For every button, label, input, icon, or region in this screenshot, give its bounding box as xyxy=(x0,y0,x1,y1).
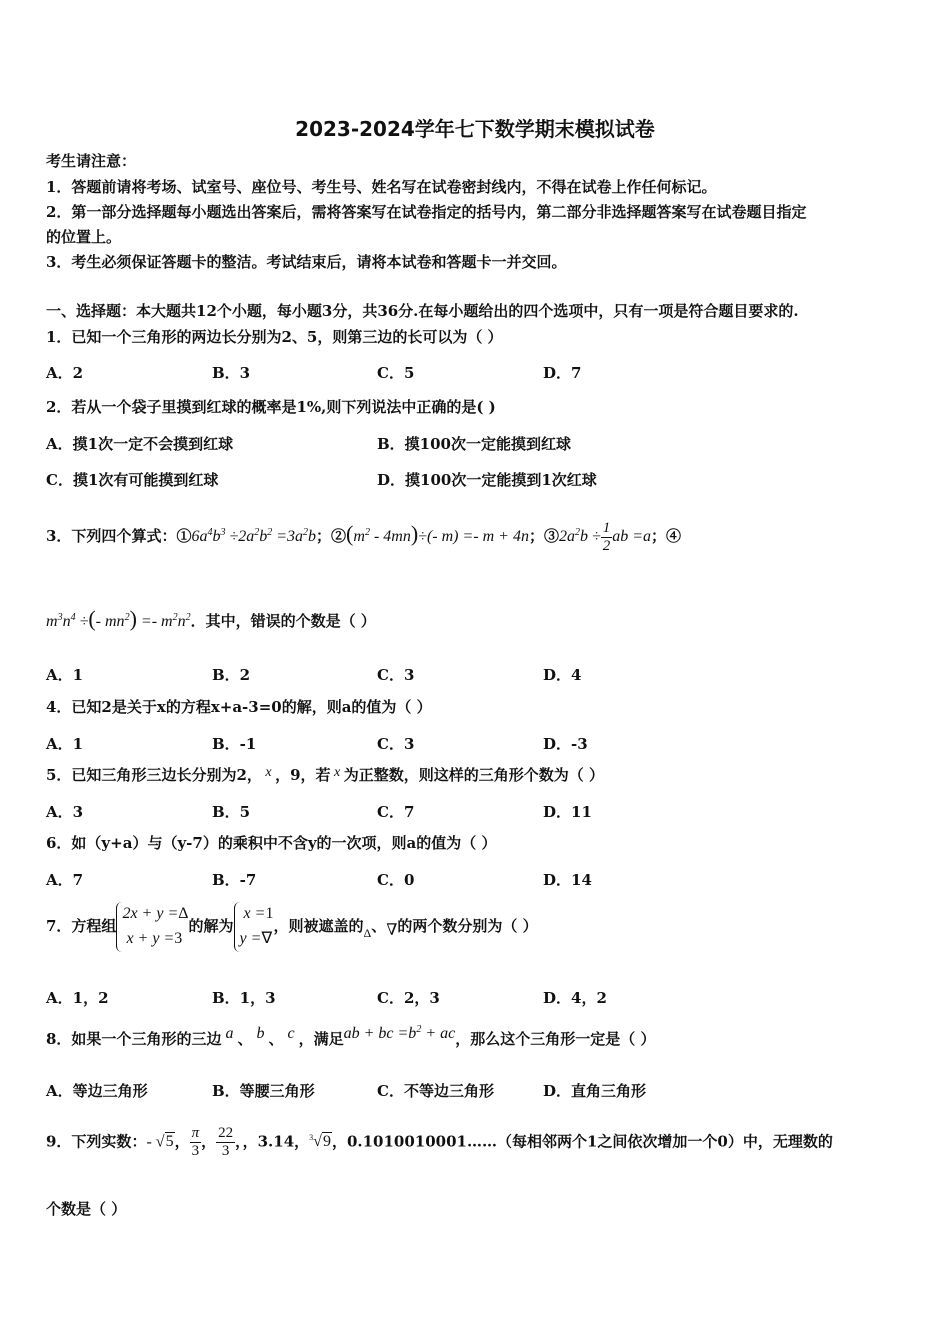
q9-text: ，0.1010010001……（每相邻两个1之间依次增加一个0）中，无理数的 xyxy=(331,1132,833,1151)
notice-item: 2．第一部分选择题每小题选出答案后，需将答案写在试卷指定的括号内，第二部分非选择题答案写在试卷题目指定 xyxy=(46,203,807,221)
q8-text: 8．如果一个三角形的三边 xyxy=(46,1030,222,1048)
q3-formula-3: $2a^2b$ ÷ $\frac{1}{2}$ ab =a xyxy=(558,520,652,554)
q3-tail: ．其中，错误的个数是（ ） xyxy=(190,612,376,630)
q4-option-c[interactable]: C．3 xyxy=(377,735,415,753)
q5-option-d[interactable]: D．11 xyxy=(543,803,592,821)
question-5-stem xyxy=(46,765,604,784)
q3-separator: ；② xyxy=(316,527,347,546)
q5-var-x: x xyxy=(330,765,344,780)
q7-text: 、 xyxy=(371,916,387,935)
q2-option-a[interactable]: A．摸1次一定不会摸到红球 xyxy=(46,435,234,453)
q7-option-a[interactable]: A．1，2 xyxy=(46,989,109,1007)
q5-text: 为正整数，则这样的三角形个数为（ ） xyxy=(343,766,604,784)
q4-option-b[interactable]: B．-1 xyxy=(212,735,257,753)
q3-formula-2: $(m^2 - 4mn)\div(-$ m) =- m + 4n xyxy=(346,521,529,547)
question-2-stem: 2．若从一个袋子里摸到红球的概率是1%,则下列说法中正确的是( ) xyxy=(46,398,496,416)
q8-text: ，那么这个三角形一定是（ ） xyxy=(455,1030,656,1048)
question-1-stem: 1．已知一个三角形的两边长分别为2、5，则第三边的长可以为（ ） xyxy=(46,328,503,346)
q9-text: 9．下列实数： xyxy=(46,1132,147,1151)
section-heading: 一、选择题：本大题共12个小题，每小题3分，共36分.在每小题给出的四个选项中，只有一项是符合题目要求的. xyxy=(46,302,799,320)
question-4-stem: 4．已知2是关于x的方程x+a-3=0的解，则a的值为（ ） xyxy=(46,698,432,716)
q7-text: 的解为 xyxy=(188,916,234,935)
q1-option-a[interactable]: A．2 xyxy=(46,364,84,382)
q3-option-c[interactable]: C．3 xyxy=(377,666,415,684)
question-6-stem: 6．如（y+a）与（y-7）的乘积中不含y的一次项，则a的值为（ ） xyxy=(46,834,497,852)
q3-formula-1: $6a^4b^3 \div 2a^2b^2 =3a^2b$ xyxy=(191,527,317,546)
question-9-stem: 9．下列实数：- √5， $\frac{\pi}{3}$ ， $\frac{22}{3}$ ，，3.14，$^3$√9，0.1010010001……（每相邻两个1之间依次增加一个0）中，无理数的 xyxy=(46,1125,833,1159)
q7-text: 的两个数分别为（ ） xyxy=(397,916,538,935)
q8-var-c: c xyxy=(283,1025,299,1042)
q3-option-d[interactable]: D．4 xyxy=(543,666,582,684)
q9-text: ，3.14， xyxy=(242,1132,310,1151)
nabla-symbol: ∇ xyxy=(386,921,398,939)
q6-option-c[interactable]: C．0 xyxy=(377,871,415,889)
q8-option-d[interactable]: D．直角三角形 xyxy=(543,1082,647,1100)
q3-formula-4: $m^3n^4$ ÷(- $mn^2) =- m^2n^2$ xyxy=(46,606,191,631)
question-7-stem xyxy=(46,902,538,952)
q1-option-b[interactable]: B．3 xyxy=(212,364,251,382)
q8-text: 、 xyxy=(268,1030,284,1048)
q3-lead: 3．下列四个算式：① xyxy=(46,527,192,546)
q9-neg-sqrt5: - √5 xyxy=(146,1133,174,1151)
q8-text: ，满足 xyxy=(298,1030,344,1048)
q4-option-a[interactable]: A．1 xyxy=(46,735,84,753)
triangle-symbol: Δ xyxy=(363,925,372,940)
q7-option-b[interactable]: B．1，3 xyxy=(212,989,276,1007)
q6-option-d[interactable]: D．14 xyxy=(543,871,592,889)
q2-option-c[interactable]: C．摸1次有可能摸到红球 xyxy=(46,471,219,489)
q4-option-d[interactable]: D．-3 xyxy=(543,735,588,753)
question-3-continued xyxy=(46,606,376,632)
q7-option-d[interactable]: D．4，2 xyxy=(543,989,607,1007)
q8-text: 、 xyxy=(237,1030,253,1048)
q9-22-over-3: $\frac{22}{3}$ xyxy=(218,1125,234,1159)
q3-option-b[interactable]: B．2 xyxy=(212,666,251,684)
q7-text: 7．方程组 xyxy=(46,916,117,935)
q5-text: 5．已知三角形三边长分别为2， xyxy=(46,766,262,784)
q3-option-a[interactable]: A．1 xyxy=(46,666,84,684)
q3-separator: ；④ xyxy=(651,527,682,546)
question-3-stem xyxy=(46,520,681,555)
q8-option-b[interactable]: B．等腰三角形 xyxy=(212,1082,315,1100)
q1-option-d[interactable]: D．7 xyxy=(543,364,582,382)
q6-option-a[interactable]: A．7 xyxy=(46,871,84,889)
q9-cube-root-9: $^3$√9 xyxy=(309,1133,331,1151)
q2-option-b[interactable]: B．摸100次一定能摸到红球 xyxy=(377,435,571,453)
q7-solution-system: x =1 y =∇ xyxy=(234,902,274,952)
q2-option-d[interactable]: D．摸100次一定能摸到1次红球 xyxy=(377,471,597,489)
q8-condition-formula: ab + bc $=b^2$ + ac xyxy=(343,1024,456,1042)
q3-separator: ；③ xyxy=(528,527,559,546)
q5-text: ，9，若 xyxy=(275,766,331,784)
q5-var-x: x xyxy=(261,765,276,780)
notice-item: 1．答题前请将考场、试室号、座位号、考生号、姓名写在试卷密封线内，不得在试卷上作任何标记。 xyxy=(46,178,717,196)
q7-text: ，则被遮盖的 xyxy=(273,916,364,935)
q8-option-c[interactable]: C．不等边三角形 xyxy=(377,1082,494,1100)
notice-item: 3．考生必须保证答题卡的整洁。考试结束后，请将本试卷和答题卡一并交回。 xyxy=(46,253,567,271)
q5-option-c[interactable]: C．7 xyxy=(377,803,415,821)
q9-pi-over-3: $\frac{\pi}{3}$ xyxy=(191,1125,200,1159)
q8-var-b: b xyxy=(252,1025,269,1042)
q5-option-a[interactable]: A．3 xyxy=(46,803,84,821)
question-9-continued: 个数是（ ） xyxy=(46,1200,127,1218)
page-title: 2023-2024学年七下数学期末模拟试卷 xyxy=(295,117,655,141)
q8-var-a: a xyxy=(221,1025,238,1042)
q1-option-c[interactable]: C．5 xyxy=(377,364,415,382)
q8-option-a[interactable]: A．等边三角形 xyxy=(46,1082,148,1100)
q5-option-b[interactable]: B．5 xyxy=(212,803,251,821)
q7-option-c[interactable]: C．2，3 xyxy=(377,989,440,1007)
question-8-stem xyxy=(46,1024,655,1048)
q6-option-b[interactable]: B．-7 xyxy=(212,871,257,889)
notice-heading: 考生请注意： xyxy=(46,152,137,170)
notice-item: 的位置上。 xyxy=(46,228,122,246)
q7-equation-system: 2x + y =Δ x + y =3 xyxy=(116,902,188,952)
